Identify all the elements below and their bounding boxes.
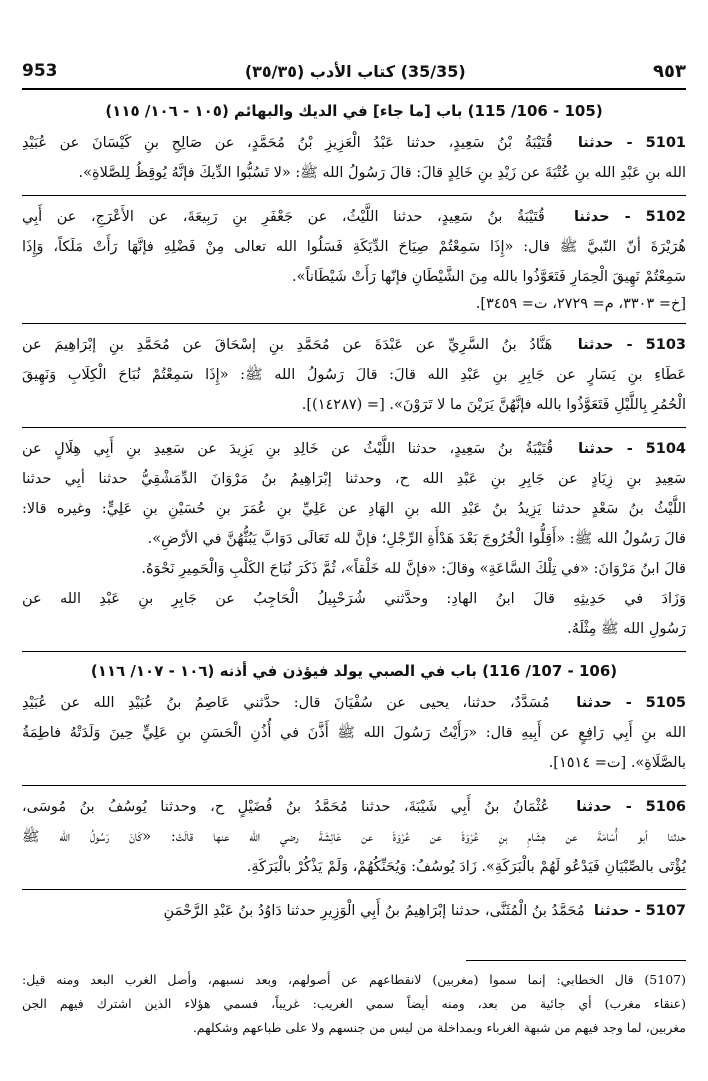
hadith-separator (22, 195, 686, 196)
footnote-line: (5107) قال الخطابي: إنما سموا (مغربين) لانقطاعهم عن أصولهم، وبعد نسبهم، وأصل الغرب البعد ومنه قيل: (22, 972, 686, 987)
hadith-line: بالصَّلَاةِ». [ت= ١٥١٤]. (548, 755, 686, 771)
hadith-line: مُحَمَّدُ بنُ الْمُثَنَّى، حدثنا إبْرَاهِيمُ بنُ أَبِي الْوَزِيرِ حدثنا دَاوُدُ بنُ عَبْدِ الرَّحْمَنِ (163, 903, 585, 919)
hadith-separator (22, 323, 686, 324)
hadith-5107: 5107 - حدثنا مُحَمَّدُ بنُ الْمُثَنَّى، حدثنا إبْرَاهِيمُ بنُ أَبِي الْوَزِيرِ حدثنا دَاوُدُ بنُ عَبْدِ الرَّحْمَنِ (163, 903, 686, 919)
hadith-5102: 5102 - حدثنا قُتَيْبَةُ بنُ سَعِيدٍ، حدثنا اللَّيْثُ، عن جَعْفَرِ بنِ رَبِيعَةَ، عن الأَعْرَجِ، عن أَبِي هُرَيْرَةَ أنّ النّبيَّ ﷺ قال: «إِذَا سَمِعْتُمْ صِيَاحَ الدِّيَكَةِ فَسَلُوا الله تعالى مِنْ فَضْلِهِ فإنَّهَا رَأَتْ مَلَكاً، وَإِذَا سَمِعْتُمْ نَهِيقَ الْحِمَارِ فَتَعَوَّذُوا بالله مِنَ الشَّيْطَانِ فإنّها رَأَتْ شَيْطَاناً». [خ= ٣٣٠٣، م= ٢٧٢٩، ت= ٣٤٥٩]. (22, 209, 686, 312)
hadith-intro: حدثنا (573, 209, 610, 225)
hadith-reference: [خ= ٣٣٠٣، م= ٢٧٢٩، ت= ٣٤٥٩]. (475, 296, 686, 312)
hadith-line: قالَ رَسُولُ الله ﷺ: «أَقِلُّوا الْخُرُوجَ بَعْدَ هَدْأَةِ الرِّجْلِ؛ فإنَّ لله تَعَالَى دَوَابَّ يَبُثُّهُنَّ في الأرْضِ». (147, 531, 686, 547)
page-number-arabic: ٩٥٣ (653, 60, 686, 82)
page-number-latin: 953 (22, 61, 58, 81)
hadith-intro: حدثنا (577, 135, 614, 151)
hadith-number: 5102 (645, 209, 686, 225)
hadith-line: سَعِيدِ بنِ زِيَادٍ عن جَابِرِ بنِ عَبْدِ الله ح، وحدثنا إبْرَاهِيمُ بنُ مَرْوَانَ الدِّمَشْقِيُّ حدثنا أبِي حدثنا (22, 471, 686, 487)
hadith-5105: 5105 - حدثنا مُسَدَّدٌ، حدثنا، يحيى عن سُفْيَانَ قال: حدَّثني عَاصِمُ بنُ عُبَيْدِ الله عن عُبَيْدِ الله بنِ أَبِي رَافِعٍ عن أَبِيهِ قال: «رَأَيْتُ رَسُولَ الله ﷺ أَذَّنَ في أُذُنِ الْحَسَنِ بنِ عَلِيٍّ حِينَ وَلَدَتْهُ فاطِمَةُ بالصَّلَاةِ». [ت= ١٥١٤]. (22, 695, 686, 771)
hadith-line: اللَّيْثُ بنُ سَعْدٍ حدثنا يَزِيدُ بنُ عَبْدِ الله بنِ الهَادِ عن عَلِيِّ بنِ عُمَرَ بنِ حُسَيْنِ بنِ عَلِيٍّ: وغيره قالا: (22, 501, 686, 517)
hadith-line: قالَ ابنُ مَرْوَانَ: «في تِلْكَ السَّاعَةِ» وقالَ: «فإنَّ لله خَلْقاً»، ثُمَّ ذَكَرَ نُبَاحَ الكَلْبِ وَالْحَمِيرِ نَحْوَهُ. (141, 561, 686, 577)
hadith-intro: حدثنا (593, 903, 630, 919)
hadith-separator (22, 889, 686, 890)
hadith-line: وَزَادَ في حَدِيثِهِ قالَ ابنُ الهادِ: وحدَّثني شُرَحْبِيلُ الْحَاجِبُ عن جَابِرِ بنِ عَبْدِ الله عن (22, 591, 686, 607)
hadith-line: حدثنا أبو أُسَامَةَ عن هِشَامِ بنِ عُرْوَةَ عن عُرْوَةَ عن عَائِشَةَ رضي الله عنها قالَتْ: «كَانَ رَسُولُ الله ﷺ (22, 829, 686, 845)
hadith-number: 5103 (645, 337, 686, 353)
hadith-number: 5104 (645, 441, 687, 457)
footnotes (22, 968, 686, 1040)
hadith-line: عَطَاءِ بنِ يَسَارٍ عن جَابِرِ بنِ عَبْدِ الله قالَ: قالَ رَسُولُ الله ﷺ: «إِذَا سَمِعْتُمْ نُبَاحَ الْكِلَابِ وَنَهِيقَ (22, 367, 686, 383)
hadith-line: قُتَيْبَةُ بنُ سَعِيدٍ، حدثنا اللَّيْثُ، عن جَعْفَرِ بنِ رَبِيعَةَ، عن الأَعْرَجِ، عن أَبِي (22, 209, 545, 225)
hadith-intro: حدثنا (576, 799, 612, 815)
hadith-intro: حدثنا (578, 441, 614, 457)
hadith-line: هَنَّادُ بنُ السَّرِيِّ عن عَبْدَةَ عن مُحَمَّدِ بنِ إسْحَاقَ عن مُحَمَّدِ بنِ إبْرَاهِيمَ عن (22, 337, 553, 353)
hadith-line: الله بنِ عَبْدِ الله بنِ عُتْبَةَ عن زَيْدِ بنِ خَالِدٍ قالَ: قالَ رَسُولُ الله ﷺ: «لا تَسُبُّوا الدِّيكَ فإنَّهُ يُوقِظُ لِلصَّلاةِ». (78, 165, 686, 181)
hadith-line: قُتَيْبَةُ بنُ سَعِيدٍ، حدثنا اللَّيْثُ عن خَالِدِ بنِ يَزِيدَ عن سَعِيدِ بنِ أَبِي هِلَالٍ عن (22, 441, 554, 457)
hadith-line: سَمِعْتُمْ نَهِيقَ الْحِمَارِ فَتَعَوَّذُوا بالله مِنَ الشَّيْطَانِ فإنّها رَأَتْ شَيْطَاناً». (291, 269, 686, 285)
hadith-separator (22, 427, 686, 428)
hadith-line: رَسُولِ الله ﷺ مِثْلَهُ. (567, 621, 686, 637)
footnote-rule (466, 960, 686, 961)
hadith-number: 5106 (645, 799, 686, 815)
hadith-number: 5107 (645, 903, 686, 919)
chapter-heading: (105 - 106/ 115) باب [ما جاء] في الديك والبهائم (١٠٥ - ١٠٦/ ١١٥) (105, 102, 603, 120)
footnote-line: (عنقاء مغرب) أي جائية من بعد، ومنه أيضاً سمي الغريب: غريباً، فسمي هؤلاء الذين اشترك فيهم الجن (22, 996, 686, 1011)
header-rule (22, 88, 686, 90)
hadith-line: الْحُمُرِ بِاللَّيْلِ فَتَعَوَّذُوا بالله فإنَّهُنَّ يَرَيْنَ ما لا تَرَوْنَ». [= (١٤٢٨٧)]. (301, 397, 686, 413)
hadith-line: مُسَدَّدٌ، حدثنا، يحيى عن سُفْيَانَ قال: حدَّثني عَاصِمُ بنُ عُبَيْدِ الله عن عُبَيْدِ (22, 695, 550, 711)
footnote-line: مغربين، لما وجد فيهم من شبهة الغرباء وبمداخلة من ليس من جنسهم ولا على طباعهم وشكلهم. (192, 1020, 686, 1035)
hadith-intro: حدثنا (576, 695, 612, 711)
hadith-separator (22, 785, 686, 786)
hadith-5106: 5106 - حدثنا عُثْمَانُ بنُ أَبِي شَيْبَةَ، حدثنا مُحَمَّدُ بنُ فُضَيْلٍ ح، وحدثنا يُوسُفُ بنُ مُوسَى، حدثنا أبو أُسَامَةَ عن هِشَامِ بنِ عُرْوَةَ عن عُرْوَةَ عن عَائِشَةَ رضي الله عنها قالَتْ: «كَانَ رَسُولُ الله ﷺ يُؤْتَى بالصِّبْيَانِ فَيَدْعُو لَهُمْ بالْبَرَكَةِ». زَادَ يُوسُفُ: وَيُحَنِّكُهُمْ، وَلَمْ يَذْكُرْ بالْبَرَكَةِ. (22, 799, 686, 875)
hadith-line: هُرَيْرَةَ أنّ النّبيَّ ﷺ قال: «إِذَا سَمِعْتُمْ صِيَاحَ الدِّيَكَةِ فَسَلُوا الله تعالى مِنْ فَضْلِهِ فإنَّهَا رَأَتْ مَلَكاً، وَإِذَا (22, 239, 686, 255)
hadith-5104: 5104 - حدثنا قُتَيْبَةُ بنُ سَعِيدٍ، حدثنا اللَّيْثُ عن خَالِدِ بنِ يَزِيدَ عن سَعِيدِ بنِ أَبِي هِلَالٍ عن سَعِيدِ بنِ زِيَادٍ عن جَابِرِ بنِ عَبْدِ الله ح، وحدثنا إبْرَاهِيمُ بنُ مَرْوَانَ الدِّمَشْقِيُّ حدثنا أبِي حدثنا اللَّيْثُ بنُ سَعْدٍ حدثنا يَزِيدُ بنُ عَبْدِ الله بنِ الهَادِ عن عَلِيِّ بنِ عُمَرَ بنِ حُسَيْنِ بنِ عَلِيٍّ: وغيره قالا: قالَ رَسُولُ الله ﷺ: «أَقِلُّوا الْخُرُوجَ بَعْدَ هَدْأَةِ الرِّجْلِ؛ فإنَّ لله تَعَالَى دَوَابَّ يَبُثُّهُنَّ في الأرْضِ». قالَ ابنُ مَرْوَانَ: «في تِلْكَ السَّاعَةِ» وقالَ: «فإنَّ لله خَلْقاً»، ثُمَّ ذَكَرَ نُبَاحَ الكَلْبِ وَالْحَمِيرِ نَحْوَهُ. وَزَادَ في حَدِيثِهِ قالَ ابنُ الهادِ: وحدَّثني شُرَحْبِيلُ الْحَاجِبُ عن جَابِرِ بنِ عَبْدِ الله عن رَسُولِ الله ﷺ مِثْلَهُ. (22, 441, 687, 637)
hadith-5103: 5103 - حدثنا هَنَّادُ بنُ السَّرِيِّ عن عَبْدَةَ عن مُحَمَّدِ بنِ إسْحَاقَ عن مُحَمَّدِ بنِ إبْرَاهِيمَ عن عَطَاءِ بنِ يَسَارٍ عن جَابِرِ بنِ عَبْدِ الله قالَ: قالَ رَسُولُ الله ﷺ: «إِذَا سَمِعْتُمْ نُبَاحَ الْكِلَابِ وَنَهِيقَ الْحُمُرِ بِاللَّيْلِ فَتَعَوَّذُوا بالله فإنَّهُنَّ يَرَيْنَ ما لا تَرَوْنَ». [= (١٤٢٨٧)]. (22, 337, 686, 413)
hadith-intro: حدثنا (577, 337, 614, 353)
hadith-line: قُتَيْبَةُ بْنُ سَعِيدٍ، حدثنا عَبْدُ الْعَزِيزِ بْنُ مُحَمَّدٍ، عن صَالِحِ بنِ كَيْسَانَ عن عُبَيْدِ (22, 135, 553, 151)
hadith-line: عُثْمَانُ بنُ أَبِي شَيْبَةَ، حدثنا مُحَمَّدُ بنُ فُضَيْلٍ ح، وحدثنا يُوسُفُ بنُ مُوسَى، (22, 799, 550, 815)
hadith-number: 5101 (645, 135, 686, 151)
hadith-line: يُؤْتَى بالصِّبْيَانِ فَيَدْعُو لَهُمْ بالْبَرَكَةِ». زَادَ يُوسُفُ: وَيُحَنِّكُهُمْ، وَلَمْ يَذْكُرْ بالْبَرَكَةِ. (246, 859, 686, 875)
hadith-separator (22, 651, 686, 652)
running-header (22, 56, 686, 86)
chapter-heading: (106 - 107/ 116) باب في الصبي يولد فيؤذن في أذنه (١٠٦ - ١٠٧/ ١١٦) (90, 662, 618, 680)
hadith-5101: 5101 - حدثنا قُتَيْبَةُ بْنُ سَعِيدٍ، حدثنا عَبْدُ الْعَزِيزِ بْنُ مُحَمَّدٍ، عن صَالِحِ بنِ كَيْسَانَ عن عُبَيْدِ الله بنِ عَبْدِ الله بنِ عُتْبَةَ عن زَيْدِ بنِ خَالِدٍ قالَ: قالَ رَسُولُ الله ﷺ: «لا تَسُبُّوا الدِّيكَ فإنَّهُ يُوقِظُ لِلصَّلاةِ». (22, 135, 686, 181)
hadith-number: 5105 (645, 695, 686, 711)
page-body (22, 96, 686, 926)
header-title: (35/35) كتاب الأدب (٣٥/٣٥) (244, 61, 466, 81)
hadith-line: الله بنِ أَبِي رَافِعٍ عن أَبِيهِ قال: «رَأَيْتُ رَسُولَ الله ﷺ أَذَّنَ في أُذُنِ الْحَسَنِ بنِ عَلِيٍّ حِينَ وَلَدَتْهُ فاطِمَةُ (22, 725, 686, 741)
